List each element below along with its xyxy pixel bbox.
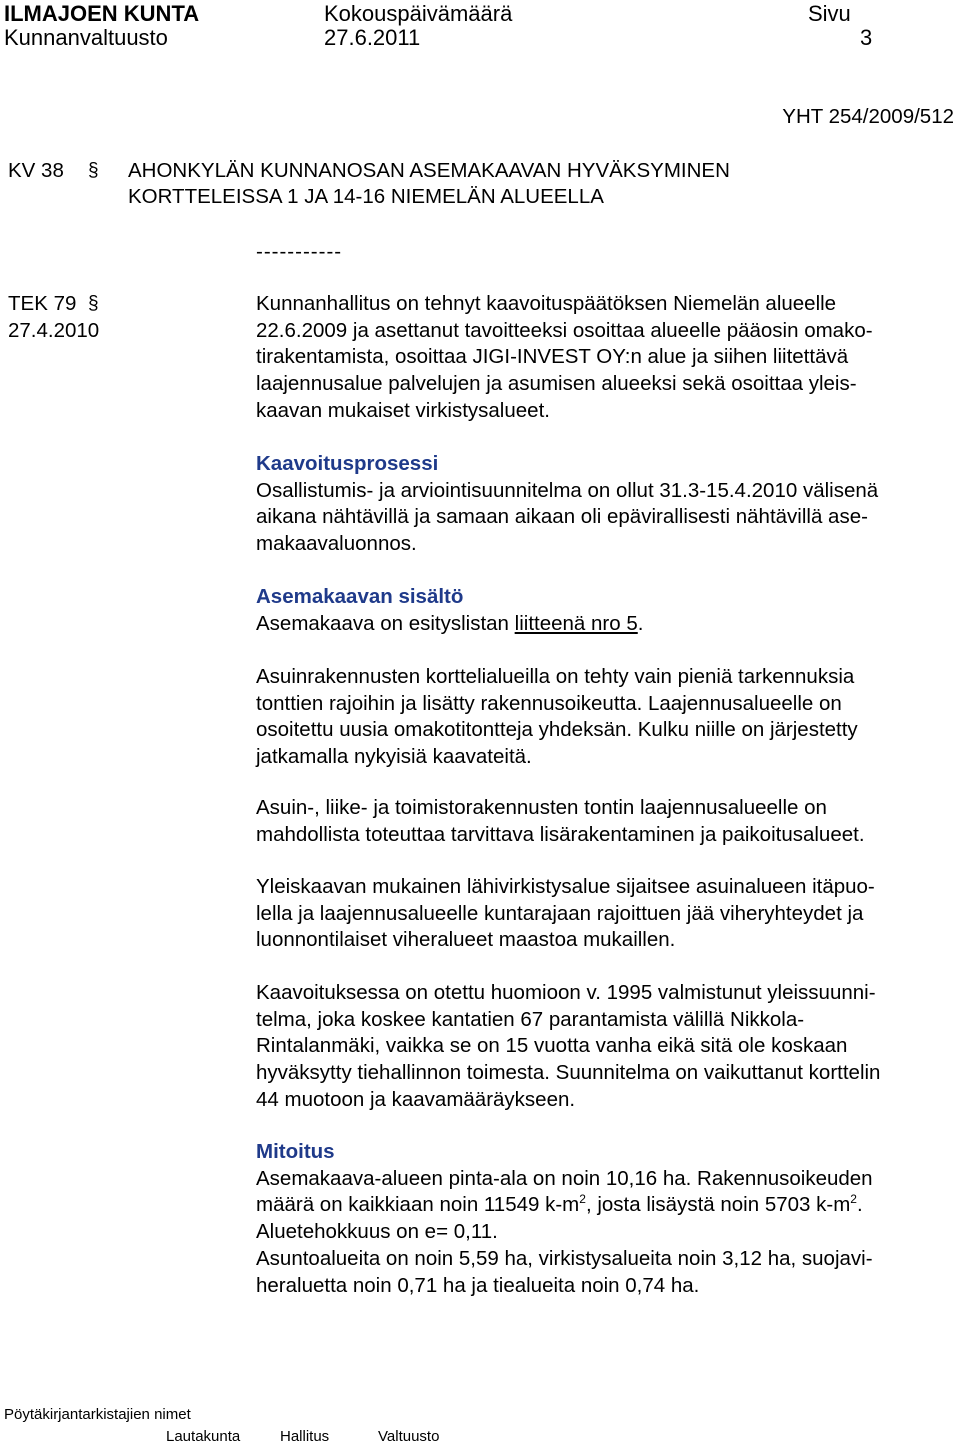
attachment-reference: liitteenä nro 5 [514, 611, 638, 635]
text-line: hyväksytty tiehallinnon toimesta. Suunnitelma on vaikuttanut korttelin [256, 1061, 881, 1085]
section-heading: Mitoitus [256, 1140, 335, 1163]
text-line: tonttien rajoihin ja lisätty rakennusoikeutta. Laajennusalueelle on [256, 691, 842, 715]
footer-council-label: Valtuusto [378, 1428, 440, 1445]
text-line: jatkamalla nykyisiä kaavateitä. [256, 745, 532, 769]
text-line: heraluetta noin 0,71 ha ja tiealueita noin 0,74 ha. [256, 1273, 700, 1297]
dimensioning-section [256, 1139, 956, 1299]
intro-paragraph [256, 291, 956, 425]
text-line: luonnontilaiset viheralueet maastoa mukaillen. [256, 928, 676, 952]
text-span: Asemakaava on esityslistan [256, 611, 515, 635]
text-line: Asuinrakennusten korttelialueilla on tehty vain pieniä tarkennuksia [256, 665, 855, 688]
text-span: . [637, 611, 644, 635]
footer-government-label: Hallitus [280, 1428, 330, 1445]
mixed-use-paragraph [256, 795, 956, 848]
case-reference: YHT 254/2009/512 [782, 105, 954, 128]
text-line: tirakentamista, osoittaa JIGI-INVEST OY:n alue ja siihen liitettävä [256, 345, 849, 369]
text-line: Rintalanmäki, vaikka se on 15 vuotta vanha eikä sitä ole koskaan [256, 1034, 848, 1058]
section-sign: § [88, 293, 99, 314]
tek-number: TEK 79 [8, 292, 77, 315]
kv-number: KV 38 [8, 159, 64, 182]
text-line: 44 muotoon ja kaavamääräykseen. [256, 1087, 576, 1111]
green-area-paragraph [256, 874, 956, 954]
tek-date: 27.4.2010 [8, 319, 100, 342]
case-title-line: KORTTELEISSA 1 JA 14-16 NIEMELÄN ALUEELLA [128, 185, 604, 208]
text-line: Kunnanhallitus on tehnyt kaavoituspäätöksen Niemelän alueelle [256, 292, 837, 315]
text-line: telma, joka koskee kantatien 67 parantamista välillä Nikkola- [256, 1007, 805, 1031]
org-name: ILMAJOEN KUNTA [4, 1, 200, 26]
text-line [256, 611, 956, 638]
text-line: Yleiskaavan mukainen lähivirkistysalue sijaitsee asuinalueen itäpuo- [256, 875, 875, 898]
text-line: 22.6.2009 ja asettanut tavoitteeksi osoittaa alueelle pääosin omako- [256, 318, 873, 342]
page-label: Sivu [808, 1, 851, 26]
superscript: 2 [850, 1192, 857, 1207]
footer-checkers-label: Pöytäkirjantarkistajien nimet [4, 1406, 191, 1423]
residential-paragraph [256, 664, 956, 771]
section-heading: Kaavoitusprosessi [256, 452, 439, 475]
text-span: , josta lisäystä noin 5703 k-m [585, 1193, 851, 1217]
general-plan-paragraph [256, 980, 956, 1114]
body-name: Kunnanvaltuusto [4, 25, 168, 50]
text-line: lella ja laajennusalueelle kuntarajaan rajoittuen jää viheryhteydet ja [256, 901, 864, 925]
text-line: Asuntoalueita on noin 5,59 ha, virkistysalueita noin 3,12 ha, suojavi- [256, 1246, 873, 1270]
date-label: Kokouspäivämäärä [324, 1, 513, 26]
text-span: määrä on kaikkiaan noin 11549 k-m [256, 1193, 580, 1217]
separator-dashes: ----------- [256, 240, 343, 263]
case-title [128, 158, 730, 210]
text-line: Asemakaava-alueen pinta-ala on noin 10,16 ha. Rakennusoikeuden [256, 1166, 873, 1190]
case-title-line: AHONKYLÄN KUNNANOSAN ASEMAKAAVAN HYVÄKSYMINEN [128, 159, 730, 182]
text-line: laajennusalue palvelujen ja asumisen alueeksi sekä osoittaa yleis- [256, 372, 857, 396]
process-section [256, 451, 956, 558]
meeting-date: 27.6.2011 [324, 25, 421, 50]
text-line [256, 1192, 956, 1219]
section-sign: § [88, 160, 99, 181]
page-number: 3 [860, 25, 873, 50]
text-span: . [856, 1193, 863, 1217]
text-line: aikana nähtävillä ja samaan aikaan oli epävirallisesti nähtävillä ase- [256, 505, 868, 529]
text-line: Kaavoituksessa on otettu huomioon v. 1995 valmistunut yleissuunni- [256, 981, 876, 1004]
text-line: mahdollista toteuttaa tarvittava lisärakentaminen ja paikoitusalueet. [256, 822, 865, 846]
footer-board-label: Lautakunta [166, 1428, 241, 1445]
section-heading: Asemakaavan sisältö [256, 585, 464, 608]
text-line: makaavaluonnos. [256, 532, 417, 556]
text-line: Aluetehokkuus on e= 0,11. [256, 1220, 498, 1244]
superscript: 2 [579, 1192, 586, 1207]
text-line: osoitettu uusia omakotitontteja yhdeksän. Kulku niille on järjestetty [256, 718, 858, 742]
content-section [256, 584, 956, 637]
text-line: Asuin-, liike- ja toimistorakennusten tontin laajennusalueelle on [256, 796, 827, 819]
text-line: Osallistumis- ja arviointisuunnitelma on ollut 31.3-15.4.2010 välisenä [256, 478, 879, 502]
text-line: kaavan mukaiset virkistysalueet. [256, 398, 550, 422]
